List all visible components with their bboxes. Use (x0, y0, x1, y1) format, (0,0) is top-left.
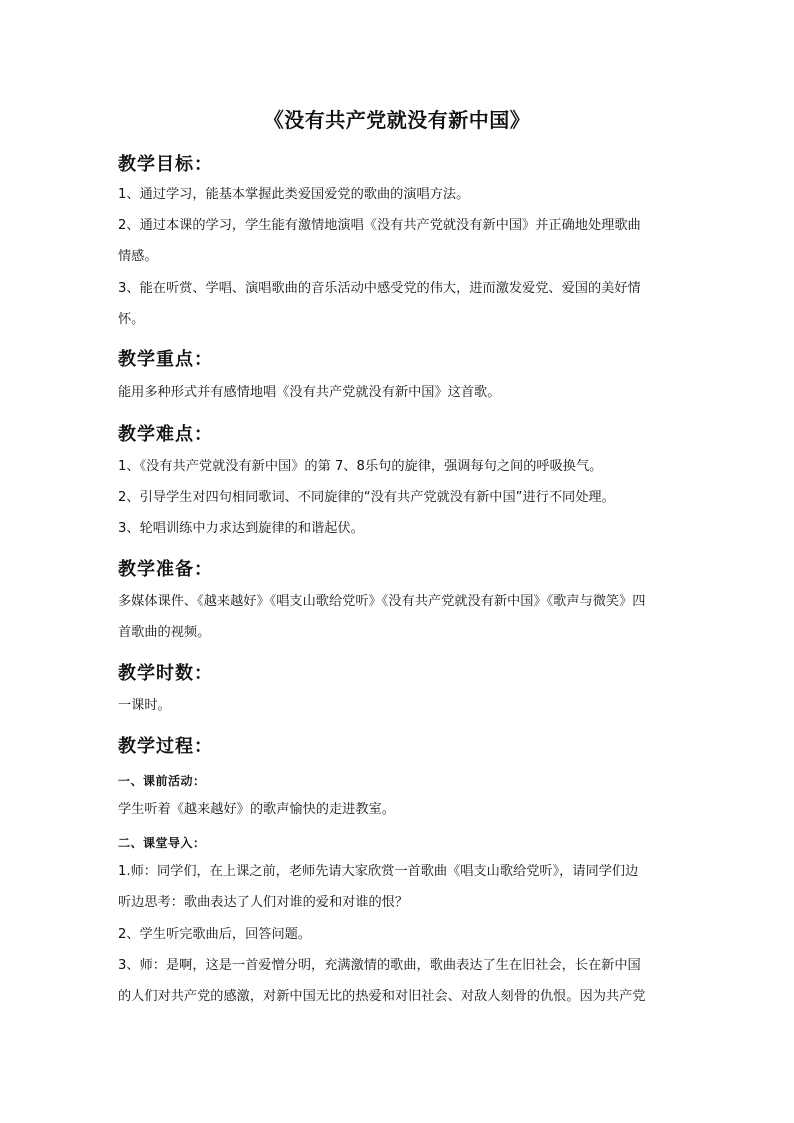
section-heading-hours: 教学时数： (118, 663, 213, 684)
key-point-line-1: 能用多种形式并有感情地唱《没有共产党就没有新中国》这首歌。 (118, 385, 501, 400)
process-part2-line-2: 听边思考：歌曲表达了人们对谁的爱和对谁的恨？ (118, 895, 409, 910)
preparation-line-1: 多媒体课件、《越来越好》《唱支山歌给党听》《没有共产党就没有新中国》《歌声与微笑》四 (118, 594, 646, 609)
process-part2-line-3: 2、学生听完歌曲后，回答问题。 (118, 927, 312, 942)
hours-line-1: 一课时。 (118, 698, 171, 713)
difficulty-line-1: 1、《没有共产党就没有新中国》的第 7、8乐句的旋律，强调每句之间的呼吸换气。 (118, 459, 603, 474)
process-part2-line-5: 的人们对共产党的感激，对新中国无比的热爱和对旧社会、对敌人刻骨的仇恨。因为共产党 (118, 989, 646, 1004)
difficulty-line-3: 3、轮唱训练中力求达到旋律的和谐起伏。 (118, 521, 364, 536)
section-heading-goals: 教学目标： (118, 154, 213, 175)
section-heading-preparation: 教学准备： (118, 559, 213, 580)
preparation-line-2: 首歌曲的视频。 (118, 625, 211, 640)
goal-line-3-cont: 怀。 (118, 312, 145, 327)
goal-line-3: 3、能在听赏、学唱、演唱歌曲的音乐活动中感受党的伟大，进而激发爱党、爱国的美好情 (118, 281, 641, 296)
section-heading-process: 教学过程： (118, 736, 213, 757)
goal-line-1: 1、通过学习，能基本掌握此类爱国爱党的歌曲的演唱方法。 (118, 187, 470, 202)
process-part1-line-1: 学生听着《越来越好》的歌声愉快的走进教室。 (118, 802, 395, 817)
goal-line-2-cont: 情感。 (118, 249, 158, 264)
section-heading-difficulties: 教学难点： (118, 424, 213, 445)
difficulty-line-2: 2、引导学生对四句相同歌词、不同旋律的“没有共产党就没有新中国”进行不同处理。 (118, 490, 615, 505)
process-part2-heading: 二、课堂导入： (118, 836, 206, 850)
goal-line-2: 2、通过本课的学习，学生能有激情地演唱《没有共产党就没有新中国》并正确地处理歌曲 (118, 218, 641, 233)
process-part2-line-1: 1.师：同学们，在上课之前，老师先请大家欣赏一首歌曲《唱支山歌给党听》，请同学们边 (118, 864, 639, 879)
process-part2-line-4: 3、师：是啊，这是一首爱憎分明，充满激情的歌曲，歌曲表达了生在旧社会，长在新中国 (118, 958, 641, 973)
section-heading-key-points: 教学重点： (118, 349, 213, 370)
process-part1-heading: 一、课前活动： (118, 774, 206, 788)
document-title: 《没有共产党就没有新中国》 (263, 108, 531, 132)
